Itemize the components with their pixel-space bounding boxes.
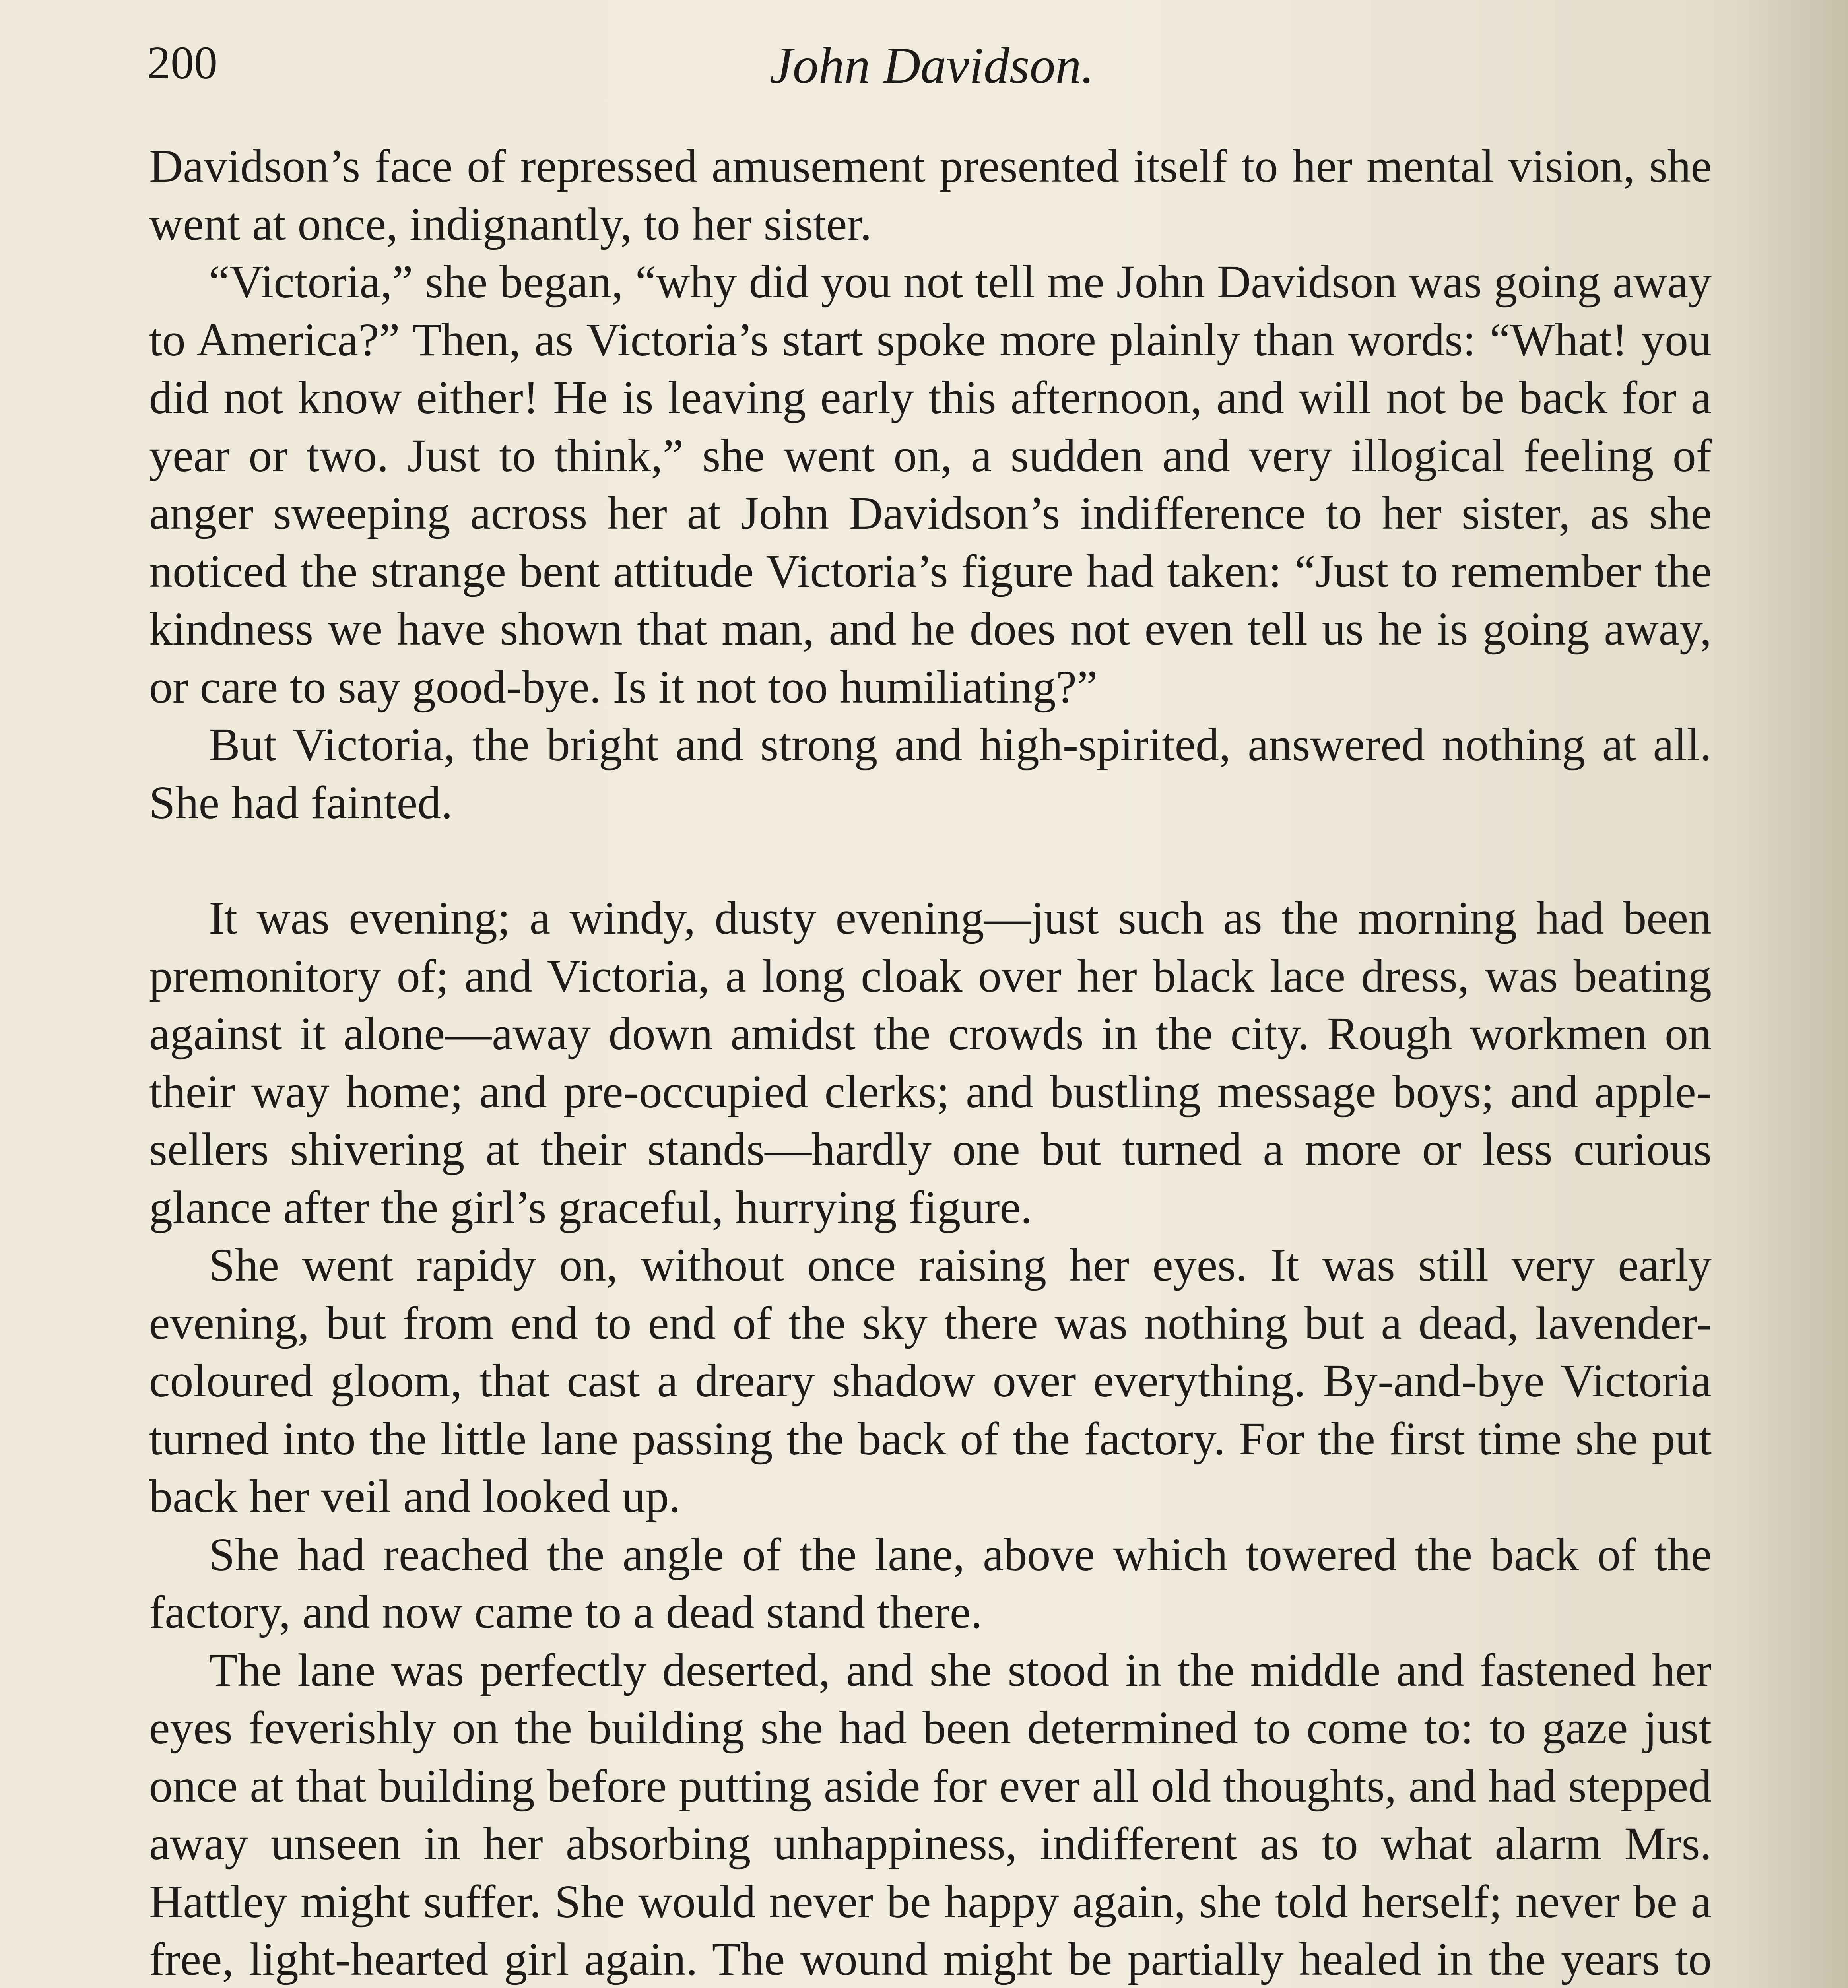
paragraph: The lane was perfectly deserted, and she stood in the middle and fastened her eyes feverishly on the building she had been determined to come to: to gaze just once at that building before putting aside for ever all old thoughts, and had stepped away unseen in her absorbing unhappiness, indifferent as to what alarm Mrs. Hattley might suffer. She would never be happy again, she told herself; never be a free, light-hearted girl again. The wound might be partially healed in the years to [149,1644,1712,1985]
running-title: John Davidson. [770,37,1094,94]
paragraph: She had reached the angle of the lane, above which towered the back of the factory, and now came to a dead stand there. [149,1528,1712,1638]
paragraph: But Victoria, the bright and strong and high-spirited, answered nothing at all. She had fainted. [149,718,1712,829]
paragraph: It was evening; a windy, dusty evening—just such as the morning had been premonitory of; and Victoria, a long cloak over her black lace dress, was beating against it alone—away down amidst the crowds in the city. Rough workmen on their way home; and pre-occupied clerks; and bustling message boys; and apple-sellers shivering at their stands—hardly one but turned a more or less curious glance after the girl’s graceful, hurrying figure. [149,892,1712,1233]
paragraph: “Victoria,” she began, “why did you not tell me John Davidson was going away to America?” Then, as Victoria’s start spoke more plainly than words: “What! you did not know either! He is leaving early this afternoon, and will not be back for a year or two. Just to think,” she went on, a sudden and very illogical feeling of anger sweeping across her at John Davidson’s indifference to her sister, as she noticed the strange bent attitude Victoria’s figure had taken: “Just to remember the kindness we have shown that man, and he does not even tell us he is going away, or care to say good-bye. Is it not too humiliating?” [149,256,1712,713]
running-head [147,24,1717,115]
body-text [149,137,1712,1988]
page-number: 200 [147,37,217,89]
page-edge-shadow [1745,0,1848,1988]
paragraph: Davidson’s face of repressed amusement presented itself to her mental vision, she went at once, indignantly, to her sister. [149,140,1712,250]
paragraph: She went rapidy on, without once raising her eyes. It was still very early evening, but from end to end of the sky there was nothing but a dead, lavender-coloured gloom, that cast a dreary shadow over everything. By-and-bye Victoria turned into the little lane passing the back of the factory. For the first time she put back her veil and looked up. [149,1239,1712,1522]
